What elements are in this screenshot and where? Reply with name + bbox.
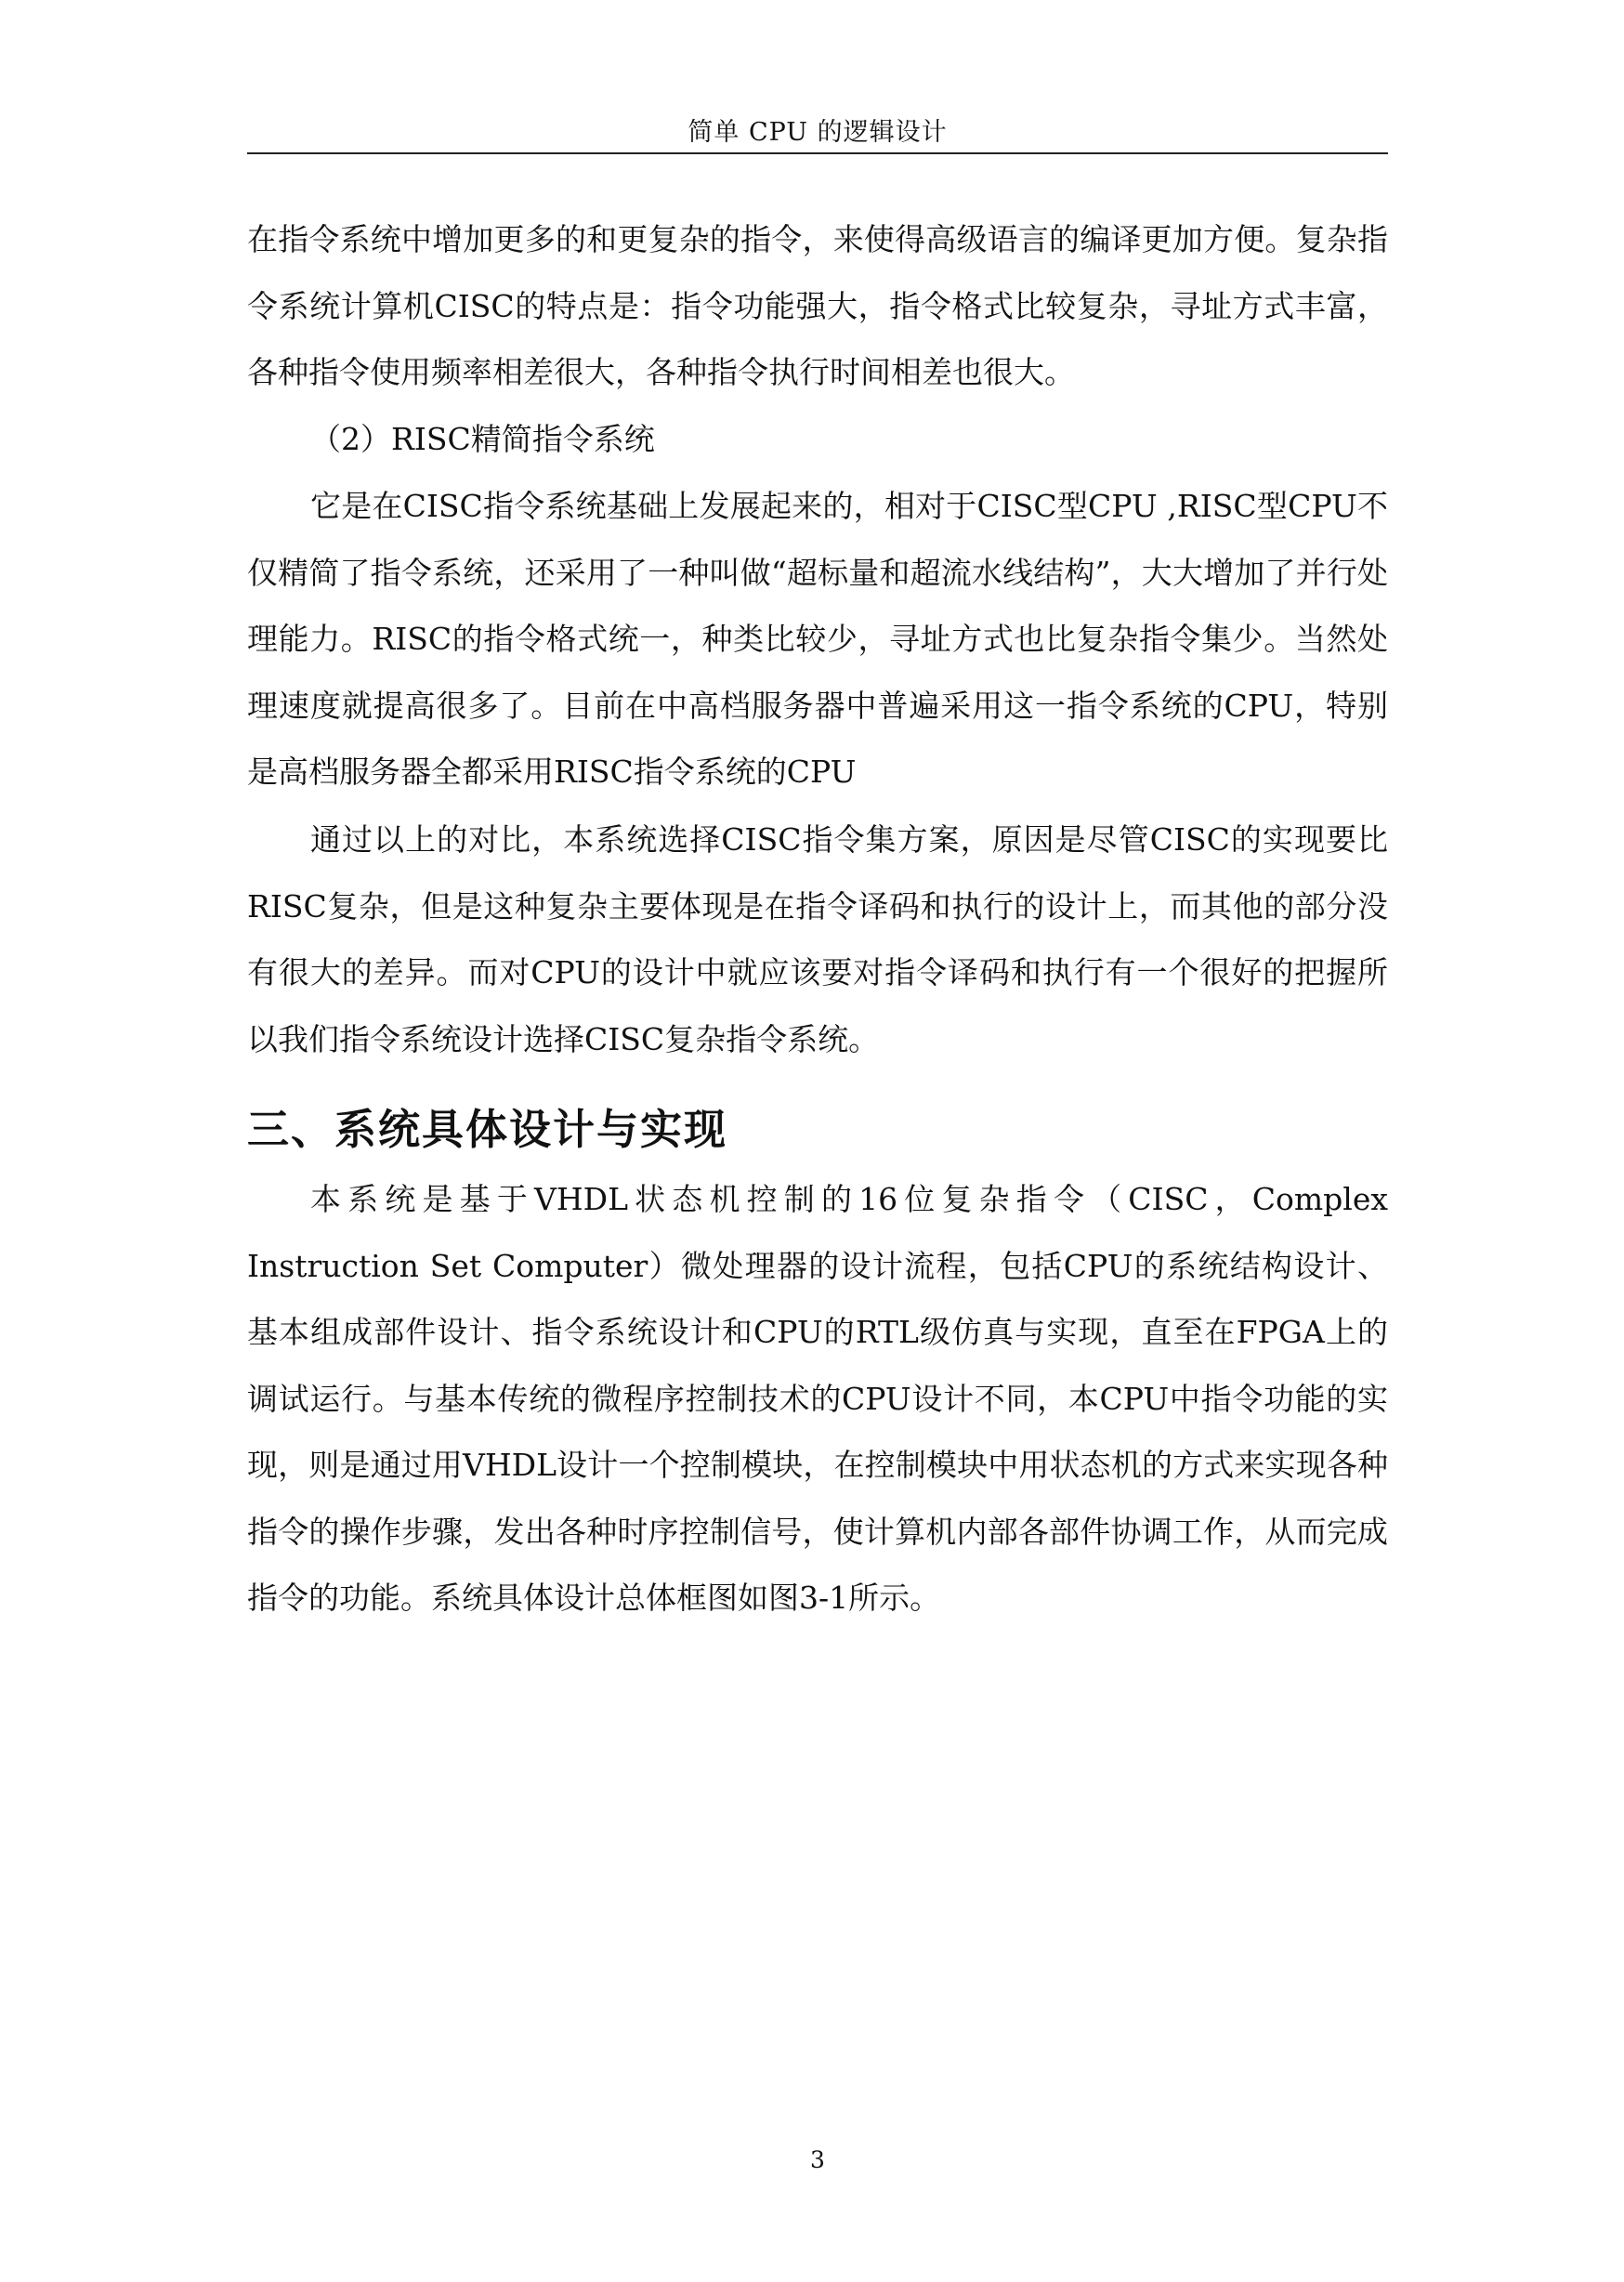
page-number: 3 bbox=[810, 2146, 825, 2173]
header-rule bbox=[247, 152, 1388, 154]
section-heading: 三、系统具体设计与实现 bbox=[247, 1105, 728, 1154]
paragraph-cisc-continued: 在指令系统中增加更多的和更复杂的指令，来使得高级语言的编译更加方便。复杂指令系统计算机CISC的特点是：指令功能强大，指令格式比较复杂，寻址方式丰富，各种指令使用频率相差很大，各种指令执行时间相差也很大。 bbox=[247, 221, 1388, 390]
paragraph-comparison: 通过以上的对比，本系统选择CISC指令集方案，原因是尽管CISC的实现要比RISC复杂，但是这种复杂主要体现是在指令译码和执行的设计上，而其他的部分没有很大的差异。而对CPU的设计中就应该要对指令译码和执行有一个很好的把握所以我们指令系统设计选择CISC复杂指令系统。 bbox=[247, 821, 1388, 1057]
paragraph-system-design: 本系统是基于VHDL状态机控制的16位复杂指令（CISC，Complex Instruction Set Computer）微处理器的设计流程，包括CPU的系统结构设计、基本组成部件设计、指令系统设计和CPU的RTL级仿真与实现，直至在FPGA上的调试运行。与基本传统的微程序控制技术的CPU设计不同，本CPU中指令功能的实现，则是通过用VHDL设计一个控制模块，在控制模块中用状态机的方式来实现各种指令的操作步骤，发出各种时序控制信号，使计算机内部各部件协调工作，从而完成指令的功能。系统具体设计总体框图如图3-1所示。 bbox=[247, 1181, 1388, 1616]
paragraph-risc: 它是在CISC指令系统基础上发展起来的，相对于CISC型CPU ,RISC型CPU不仅精简了指令系统，还采用了一种叫做“超标量和超流水线结构”，大大增加了并行处理能力。RISC的指令格式统一，种类比较少，寻址方式也比复杂指令集少。当然处理速度就提高很多了。目前在中高档服务器中普遍采用这一指令系统的CPU，特别是高档服务器全都采用RISC指令系统的CPU bbox=[247, 488, 1388, 790]
subheading-risc: （2）RISC精简指令系统 bbox=[310, 421, 655, 457]
running-header: 简单 CPU 的逻辑设计 bbox=[688, 118, 948, 147]
